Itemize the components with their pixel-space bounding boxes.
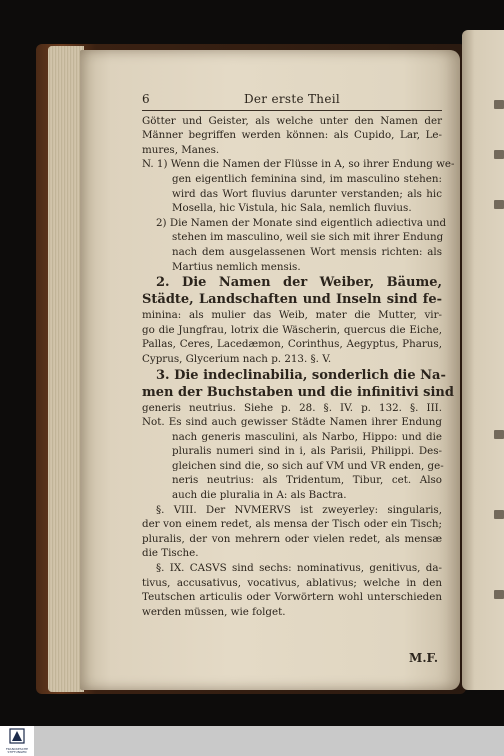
- facing-page-fragment: [494, 510, 504, 519]
- text-line: nach dem ausgelassenen Wort mensis richten: als: [172, 245, 442, 258]
- page-stack: [48, 46, 84, 692]
- library-logo: [0, 726, 34, 756]
- text-line: stehen im masculino, weil sie sich mit ihrer Endung: [172, 231, 444, 244]
- catchword: M.F.: [409, 651, 438, 666]
- facing-page-fragment: [494, 200, 504, 209]
- page-text: [142, 92, 455, 666]
- text-line: Cyprus, Glycerium nach p. 213. §. V.: [142, 352, 332, 365]
- facing-page-fragment: [494, 100, 504, 109]
- text-line: 2) Die Namen der Monate sind eigentlich adiectiva und: [156, 216, 447, 229]
- section-heading-line: men der Buchstaben und die infinitivi sind: [142, 384, 454, 400]
- text-line: mures, Manes.: [142, 143, 220, 156]
- text-line: nach generis masculini, als Narbo, Hippo: und die: [172, 430, 442, 443]
- logo-emblem-icon: [0, 726, 34, 748]
- running-head: Der erste Theil: [243, 92, 341, 106]
- text-line: minina: als mulier das Weib, mater die Mutter, vir-: [142, 309, 442, 322]
- text-line: gen eigentlich feminina sind, im masculino stehen:: [172, 172, 442, 185]
- text-line: neris neutrius: als Tridentum, Tibur, cet. Also: [172, 474, 442, 487]
- text-line: tivus, accusativus, vocativus, ablativus; welche in den: [142, 576, 442, 589]
- header-rule: [142, 110, 442, 111]
- text-line: Martius nemlich mensis.: [172, 260, 301, 273]
- text-line: go die Jungfrau, lotrix die Wäscherin, quercus die Eiche,: [142, 323, 442, 336]
- text-line: auch die pluralia in A: als Bactra.: [172, 489, 347, 502]
- text-line: Not. Es sind auch gewisser Städte Namen ihrer Endung: [142, 416, 442, 429]
- text-line: Pallas, Ceres, Lacedæmon, Corinthus, Aegyptus, Pharus,: [142, 338, 442, 351]
- text-line: Götter und Geister, als welche unter den Namen der: [142, 114, 442, 127]
- section-heading-line: 2. Die Namen der Weiber, Bäume,: [156, 275, 442, 291]
- facing-page-fragment: [494, 430, 504, 439]
- logo-text: FRANCKESCHE STIFTUNGEN: [5, 747, 29, 754]
- text-line: pluralis numeri sind in i, als Parisii, Philippi. Des-: [172, 445, 442, 458]
- text-line: der von einem redet, als mensa der Tisch oder ein Tisch;: [142, 518, 442, 531]
- footer-strip: [34, 726, 504, 756]
- text-line: pluralis, der von mehrern oder vielen redet, als mensæ: [142, 532, 442, 545]
- text-line: §. IX. CASVS sind sechs: nominativus, genitivus, da-: [156, 562, 442, 575]
- facing-page-edge: [462, 30, 504, 690]
- text-line: §. VIII. Der NVMERVS ist zweyerley: singularis,: [156, 503, 442, 516]
- text-line: wird das Wort fluvius darunter verstanden; als hic: [172, 187, 442, 200]
- text-line: gleichen sind die, so sich auf VM und VR enden, ge-: [172, 459, 444, 472]
- page-header: [142, 92, 442, 107]
- text-line: N. 1) Wenn die Namen der Flüsse in A, so ihrer Endung we-: [142, 158, 455, 171]
- text-line: Männer begriffen werden können: als Cupido, Lar, Le-: [142, 129, 442, 142]
- text-line: Mosella, hic Vistula, hic Sala, nemlich fluvius.: [172, 202, 412, 215]
- section-heading-line: Städte, Landschaften und Inseln sind fe-: [142, 292, 442, 308]
- text-line: die Tische.: [142, 547, 199, 560]
- facing-page-fragment: [494, 150, 504, 159]
- page-number: 6: [142, 92, 150, 106]
- section-heading-line: 3. Die indeclinabilia, sonderlich die Na-: [156, 367, 446, 383]
- text-line: werden müssen, wie folget.: [142, 605, 286, 618]
- text-line: generis neutrius. Siehe p. 28. §. IV. p. 132. §. III.: [142, 401, 442, 414]
- text-line: Teutschen articulis oder Vorwörtern wohl unterschieden: [142, 591, 442, 604]
- facing-page-fragment: [494, 590, 504, 599]
